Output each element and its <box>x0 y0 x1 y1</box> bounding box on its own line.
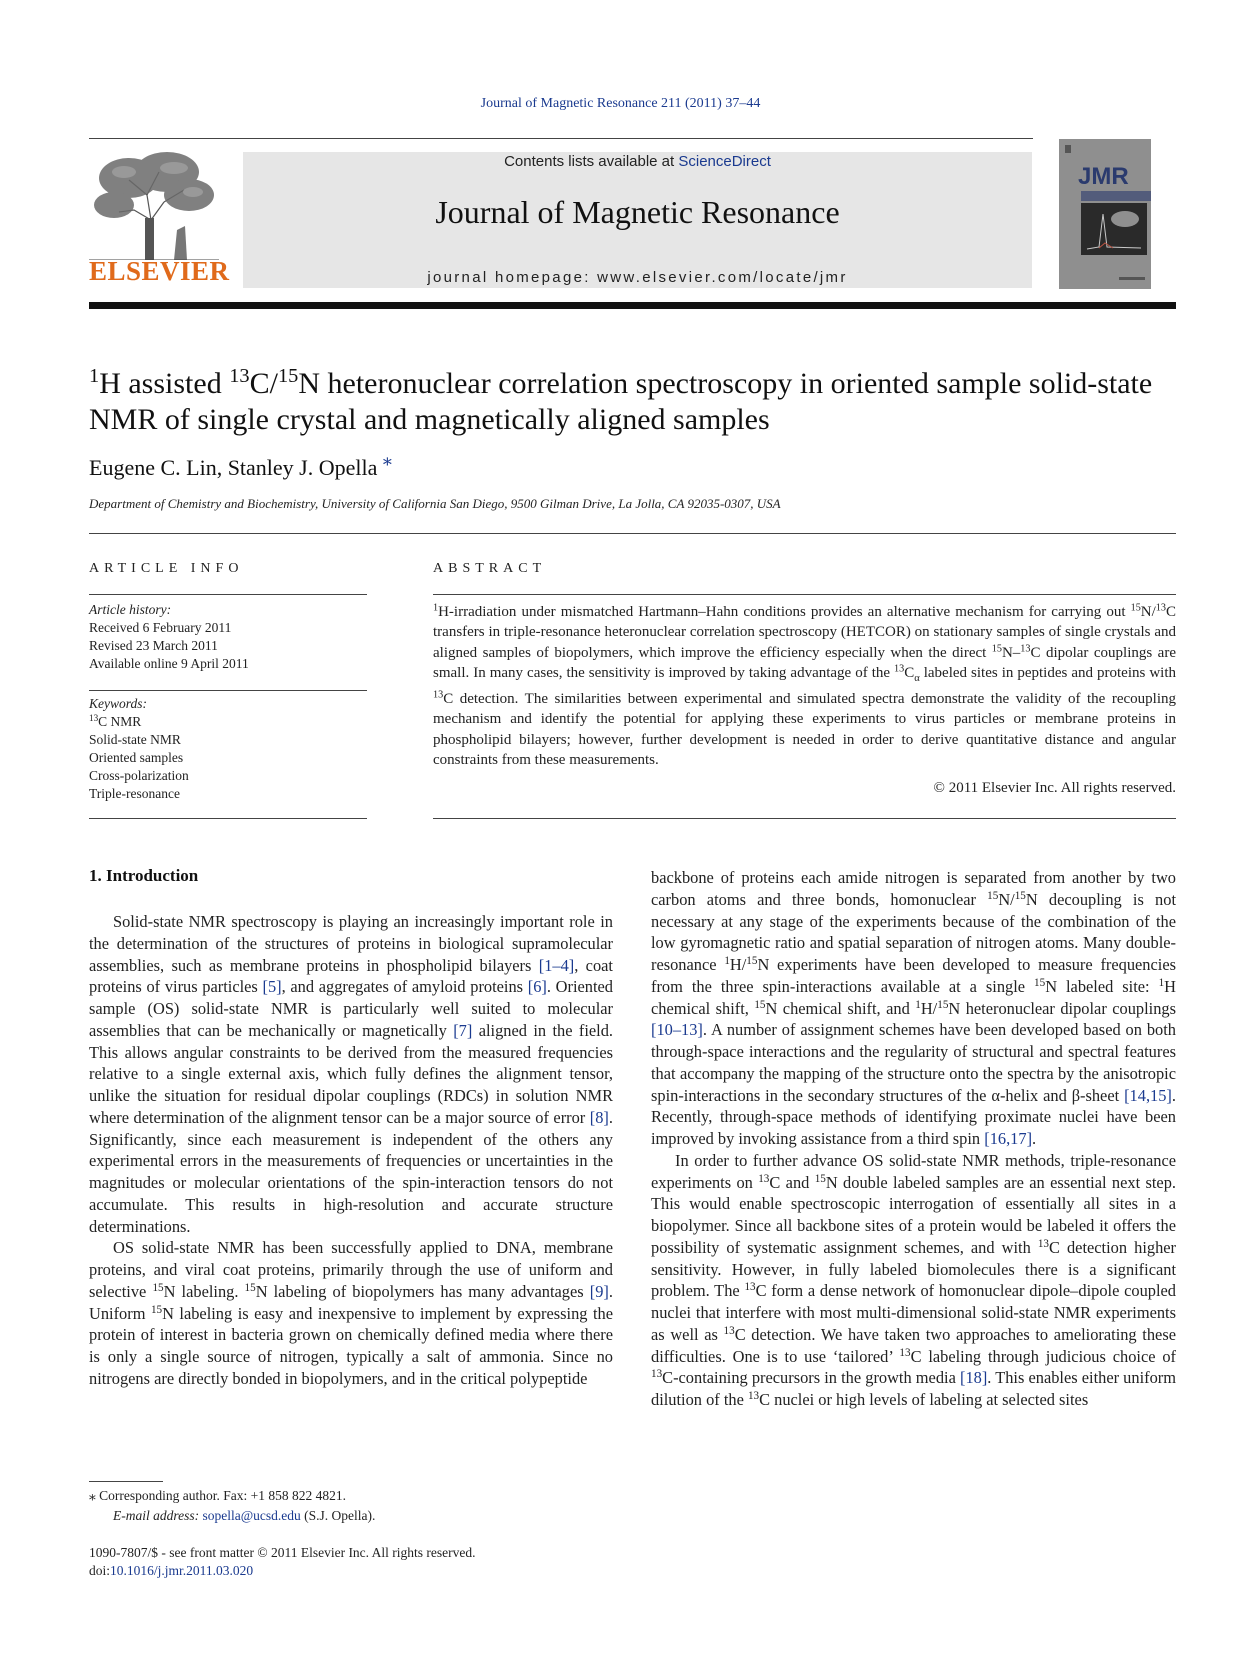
abstract-heading: ABSTRACT <box>433 561 547 576</box>
elsevier-wordmark: ELSEVIER <box>89 256 230 286</box>
affiliation: Department of Chemistry and Biochemistry, University of California San Diego, 9500 Gilman Drive, La Jolla, CA 92035-0307, USA <box>89 496 781 511</box>
journal-cover[interactable] <box>1059 139 1151 289</box>
divider <box>89 533 1176 534</box>
journal-name: Journal of Magnetic Resonance <box>435 194 840 230</box>
top-rule <box>89 138 1033 139</box>
tree-icon <box>89 150 219 260</box>
body-column-left: Solid-state NMR spectroscopy is playing an increasingly important role in the determination of the structures of proteins in biological supramolecular assemblies, such as membrane proteins in phospholipid bilayers [1–4], coat proteins of virus particles [5], and aggregates of amyloid proteins [6]. Oriented sample (OS) solid-state NMR is particularly well suited to molecular assemblies that can be mechanically or magnetically [7] aligned in the field. This allows angular constraints to be derived from the measured frequencies relative to a single external axis, which fully defines the alignment tensor, unlike the situation for residual dipolar couplings (RDCs) in solution NMR where determination of the alignment tensor can be a major source of error [8]. Significantly, since each measurement is independent of the others any experimental errors in the measurements of frequencies or uncertainties in the magnitudes or molecular orientations of the spin-interaction tensors do not accumulate. This results in high-resolution and accurate structure determinations. OS solid-state NMR has been successfully applied to DNA, membrane proteins, and viral coat proteins, primarily through the use of uniform and selective $^{15}$N labeling. $^{15}$N labeling of biopolymers has many advantages [9]. Uniform $^{15}$N labeling is easy and inexpensive to implement by expressing the protein of interest in bacteria grown on chemically defined media where there is only a single source of nitrogen, typically a salt of ammonia. Since no nitrogens are directly bonded in biopolymers, and in the critical polypeptide <box>89 912 614 1388</box>
cover-title: JMR <box>1078 163 1129 190</box>
footnote-rule <box>89 1481 163 1482</box>
article-title: $^1$H assisted $^{13}$C/$^{15}$N heteronuclear correlation spectroscopy in oriented sample solid-state NMR of single crystal and magnetically aligned samples <box>89 364 1153 436</box>
divider <box>433 594 1176 595</box>
sciencedirect-link[interactable]: ScienceDirect <box>678 153 771 170</box>
divider <box>433 818 1176 819</box>
body-column-right: backbone of proteins each amide nitrogen is separated from another by two carbon atoms and three bonds, homonuclear $^{15}$N/$^{15}$N decoupling is not necessary at any stage of the experiments because of the combination of the low gyromagnetic ratio and spatial separation of nitrogen atoms. Many double-resonance $^1$H/$^{15}$N experiments have been developed to measure frequencies from the three spin-interactions available at a single $^{15}$N labeled site: $^1$H chemical shift, $^{15}$N chemical shift, and $^1$H/$^{15}$N heteronuclear dipolar couplings [10–13]. A number of assignment schemes have been developed based on both through-space interactions and the regularity of structural and spectral features that accompany the mapping of the structure onto the spectra by the anisotropic spin-interactions in the secondary structures of the α-helix and β-sheet [14,15]. Recently, through-space methods of identifying proximate nuclei have been improved by invoking assistance from a third spin [16,17]. In order to further advance OS solid-state NMR methods, triple-resonance experiments on $^{13}$C and $^{15}$N double labeled samples are an essential next step. This would enable spectroscopic interrogation of essentially all sites in a biopolymer. Since all backbone sites of a protein would be labeled it offers the possibility of systematic assignment schemes, and with $^{13}$C detection higher sensitivity. However, in fully labeled biomolecules there is a significant problem. The $^{13}$C form a dense network of homonuclear dipole–dipole coupled nuclei that interfere with most multi-dimensional solid-state NMR experiments as well as $^{13}$C detection. We have taken two approaches to ameliorating these difficulties. One is to use ‘tailored’ $^{13}$C labeling through judicious choice of $^{13}$C-containing precursors in the growth media [18]. This enables either uniform dilution of the $^{13}$C nuclei or high levels of labeling at selected sites <box>651 868 1177 1409</box>
article-history: Article history: Received 6 February 2011 Revised 23 March 2011 Available online 9 April 2011 <box>89 602 249 671</box>
section-heading-introduction: 1. Introduction <box>89 866 199 885</box>
journal-reference[interactable]: Journal of Magnetic Resonance 211 (2011) 37–44 <box>480 96 761 111</box>
front-matter: 1090-7807/$ - see front matter © 2011 Elsevier Inc. All rights reserved. doi:10.1016/j.jmr.2011.03.020 <box>89 1545 476 1578</box>
journal-homepage[interactable]: journal homepage: www.elsevier.com/locate/jmr <box>427 269 848 286</box>
abstract-text: $^1$H-irradiation under mismatched Hartmann–Hahn conditions provides an alternative mechanism for carrying out $^{15}$N/$^{13}$C transfers in triple-resonance heteronuclear correlation spectroscopy (HETCOR) on stationary samples of single crystals and aligned samples of biopolymers, which improve the efficiency especially when the direct $^{15}$N–$^{13}$C dipolar couplings are small. In many cases, the sensitivity is improved by taking advantage of the $^{13}C_\alpha$ labeled sites in peptides and proteins with $^{13}$C detection. The similarities between experimental and simulated spectra demonstrate the validity of the recoupling mechanism and identify the potential for applying these experiments to virus particles or membrane proteins in phospholipid bilayers; however, further development is needed in order to derive quantitative distance and angular constraints from these measurements. <box>433 602 1176 769</box>
contents-line: Contents lists available at ScienceDirect <box>504 153 771 170</box>
article-info-heading: ARTICLE INFO <box>89 561 244 576</box>
abstract-copyright: © 2011 Elsevier Inc. All rights reserved. <box>933 780 1176 796</box>
authors: Eugene C. Lin, Stanley J. Opella ⁎ <box>89 449 392 480</box>
corresponding-author-mark[interactable]: ⁎ <box>382 449 392 470</box>
elsevier-logo <box>89 150 230 288</box>
divider <box>89 690 367 691</box>
divider <box>89 818 367 819</box>
divider <box>89 594 367 595</box>
header-rule <box>89 302 1176 309</box>
keywords: Keywords: $^{13}$C NMR Solid-state NMR Oriented samples Cross-polarization Triple-resonance <box>89 696 189 801</box>
footnote: ⁎ Corresponding author. Fax: +1 858 822 4821. E-mail address: sopella@ucsd.edu (S.J. Opella). <box>89 1488 376 1523</box>
email-link[interactable]: sopella@ucsd.edu <box>202 1508 301 1523</box>
journal-banner <box>243 152 1032 288</box>
doi-link[interactable]: 10.1016/j.jmr.2011.03.020 <box>110 1563 254 1578</box>
